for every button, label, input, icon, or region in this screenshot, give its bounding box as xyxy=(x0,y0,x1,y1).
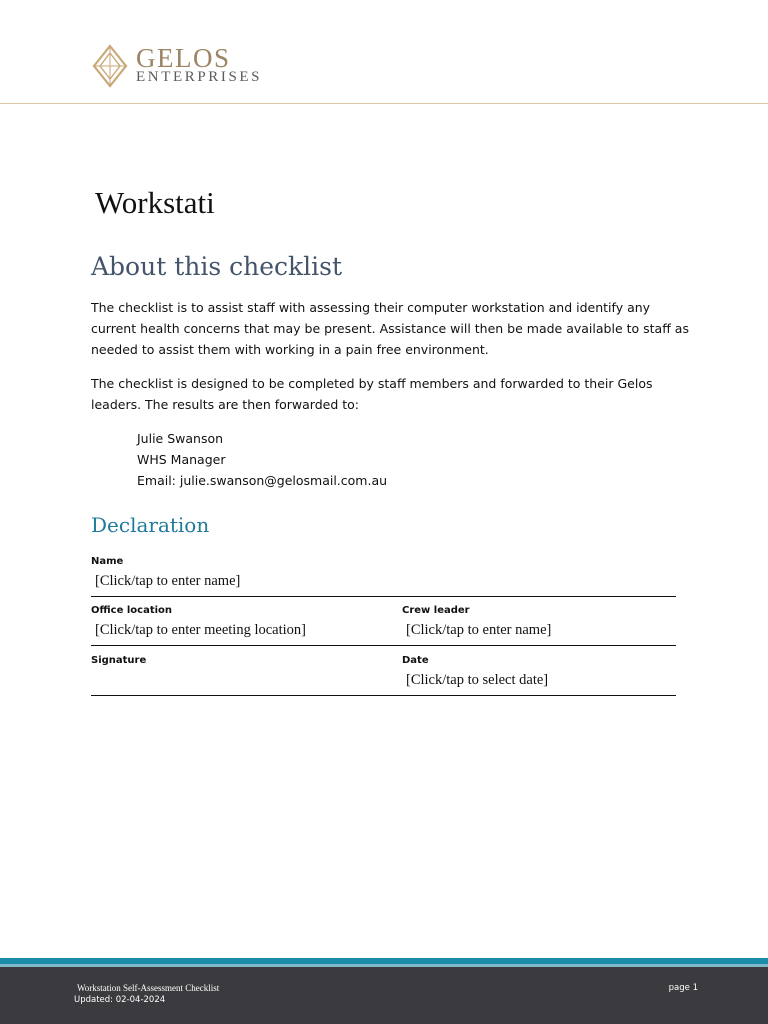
name-field xyxy=(91,550,391,596)
logo-subtitle: ENTERPRISES xyxy=(136,69,263,85)
footer-updated-date: Updated: 02-04-2024 xyxy=(74,995,166,1005)
date-label: Date xyxy=(402,655,429,666)
declaration-heading: Declaration xyxy=(91,513,210,537)
document-title: Workstati xyxy=(95,185,215,220)
signature-label: Signature xyxy=(91,655,147,666)
logo-wordmark: GELOS xyxy=(136,43,231,73)
footer-page-number: page 1 xyxy=(668,983,698,993)
form-row-signature xyxy=(91,649,676,696)
header-divider xyxy=(0,103,768,104)
date-picker[interactable]: [Click/tap to select date] xyxy=(406,672,549,688)
form-row-office xyxy=(91,599,676,646)
contact-block xyxy=(137,428,387,491)
footer-document-name: Workstation Self-Assessment Checklist xyxy=(77,983,220,993)
crew-leader-label: Crew leader xyxy=(402,605,470,616)
crew-leader-field xyxy=(402,599,676,645)
company-logo xyxy=(92,44,312,88)
contact-role: WHS Manager xyxy=(137,452,226,467)
contact-email: Email: julie.swanson@gelosmail.com.au xyxy=(137,473,388,488)
crew-leader-input[interactable]: [Click/tap to enter name] xyxy=(406,622,552,638)
about-heading: About this checklist xyxy=(91,252,343,281)
date-field xyxy=(402,649,676,695)
diamond-logo-icon xyxy=(92,44,128,88)
contact-name: Julie Swanson xyxy=(137,431,224,446)
signature-field xyxy=(91,649,391,695)
office-location-label: Office location xyxy=(91,605,173,616)
form-row-name xyxy=(91,550,676,597)
about-paragraph-1: The checklist is to assist staff with assessing their computer workstation and identify any current health concerns that may be present. Assistance will then be made available to staff as needed to assist them with working in a pain free environment. xyxy=(91,300,689,357)
office-location-field xyxy=(91,599,391,645)
about-paragraph-2: The checklist is designed to be completed by staff members and forwarded to their Gelos leaders. The results are then forwarded to: xyxy=(91,376,653,412)
office-location-input[interactable]: [Click/tap to enter meeting location] xyxy=(95,622,306,638)
name-label: Name xyxy=(91,556,124,567)
page-footer xyxy=(0,967,768,1024)
name-input[interactable]: [Click/tap to enter name] xyxy=(95,573,241,589)
